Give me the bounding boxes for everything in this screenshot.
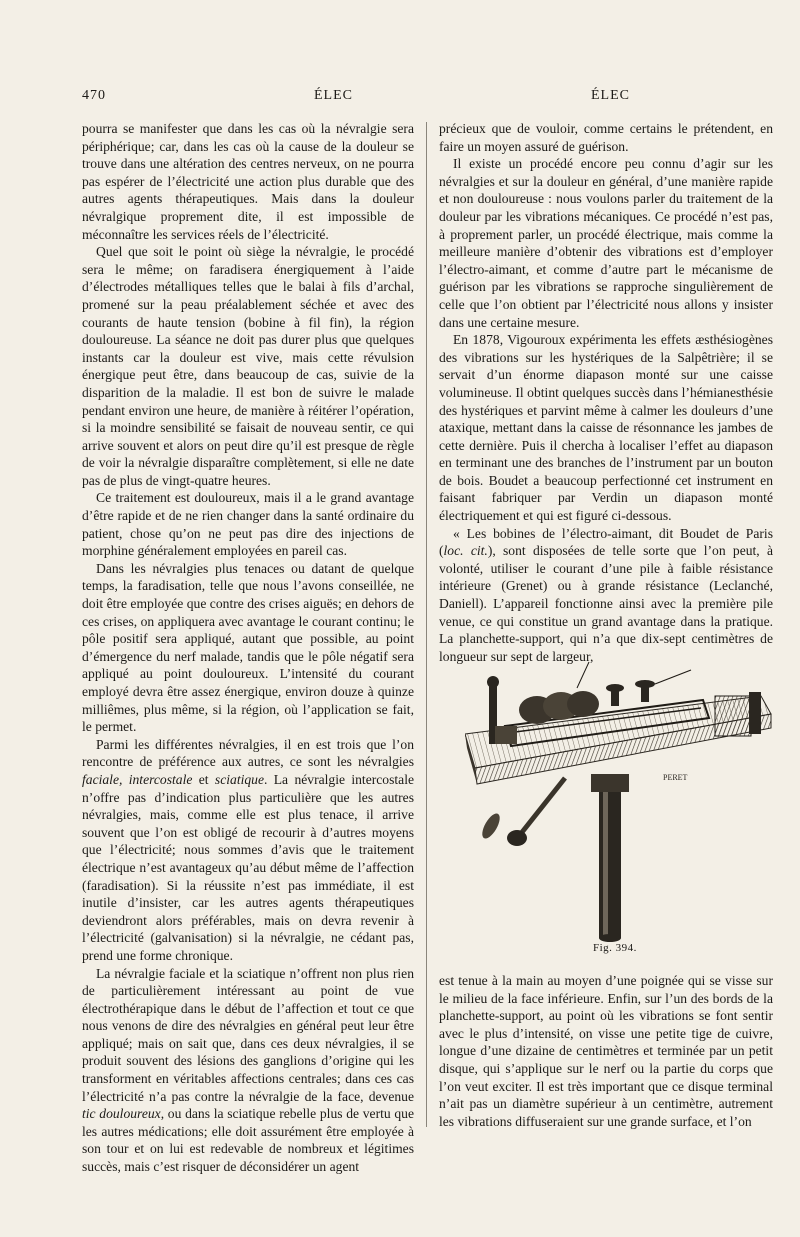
figure-caption: Fig. 394. [593, 942, 637, 954]
text-run: « Les bobines de l’électro-aimant, dit Boudet de Paris ( [439, 525, 773, 559]
text-run: La névralgie faciale et la sciatique n’offrent non plus rien de particulièrement intéressant au point de vue électrothérapique dans le début de l’affection et tout ce que nous venons de dire des névralgies en général peut leur être appliqué; mais on sait que, dans ces deux névralgies, il se produit souvent des lésions des ganglions d’origine qui les transforment en véritables affections centrales; dans ces cas l’électricité n’a pas contre la névralgie de la face, devenue [82, 965, 414, 1104]
paragraph [82, 736, 414, 965]
paragraph [82, 965, 414, 1176]
running-header [82, 88, 722, 108]
figure-vibrating-instrument [465, 648, 777, 958]
text-run: . La névralgie intercostale n’offre pas d’indication plus particulière que les autres névralgies, mais, comme elle est plus tenace, il arrive souvent que l’on est obligé de recourir à d’autres moyens que l’électricité; nous sommes d’avis que le traitement électrique n’est avantageux qu’au début même de l’affection (faradisation). Si la réussite n’est pas immédiate, il est inutile d’insister, car les autres agents thérapeutiques deviendront alors préférables, mais on devra revenir à l’électricité (galvanisation) si la névralgie, ne cédant pas, prend une forme chronique. [82, 771, 415, 963]
handle [591, 774, 629, 942]
paragraph: Quel que soit le point où siège la névralgie, le procédé sera le même; on faradisera énergiquement à l’aide d’électrodes métalliques telles que le balai à fils d’archal, promené sur la peau préalablement séchée et avec des courants de haute tension (bobine à fil fin), la région douloureuse. La séance ne doit pas durer plus que quelques instants car la douleur est vive, mais cette révulsion énergique peut être, dans beaucoup de cas, suivie de la disparition de la maladie. Il est bon de suivre le malade pendant environ une heure, de manière à réitérer l’opération, si la moindre sensibilité se faisait de nouveau sentir, ce qui arrive souvent et alors on peut dire qu’il est presque de règle de voir la névralgie disparaître complètement, si elle ne date pas de plus de vingt-quatre heures. [82, 244, 414, 488]
column-divider [426, 122, 427, 1127]
electromagnet-coil [715, 692, 761, 736]
paragraph: En 1878, Vigouroux expérimenta les effets æsthésiogènes des vibrations sur les hystériques de la Salpêtrière; il se servait d’un énorme diapason monté sur une caisse volumineuse. Il obtint quelques succès dans l’hémianesthésie des hystériques et parvint même à calmer les douleurs d’une ataxique, mettant dans la caisse de résonnance les jambes de cette dernière. Puis il chercha à localiser l’effet au diapason en terminant une des branches de l’instrument par un bouton de bois. Boudet a beaucoup perfectionné cet instrument en faisant fabriquer par Verdin un diapason monté électriquement et qui est figuré ci-dessous. [439, 332, 773, 524]
paragraph [439, 525, 773, 666]
engraver-signature: PERET [663, 773, 688, 782]
page-number: 470 [82, 88, 106, 103]
paragraph: Dans les névralgies plus tenaces ou datant de quelque temps, la faradisation, telle que nous l’avons conseillée, ne doit être employée que contre des crises aiguës; en dehors de ces crises, on appliquera avec avantage le courant continu; le pôle positif sera appliqué, autant que possible, au point d’émergence du nerf malade, tandis que le pôle négatif sera appliqué au point douloureux. L’intensité du courant employé devra être assez énergique, environ douze à quinze milliêmes, plus même, si la région, où l’application se fait, le permet. [82, 560, 414, 735]
paragraph: est tenue à la main au moyen d’une poignée qui se visse sur le milieu de la face inférieure. Enfin, sur l’un des bords de la planchette-support, au point où les vibrations se font sentir avec le plus d’intensité, on visse une petite tige de cuivre, longue d’une dizaine de centimètres et terminée par un petit disque, qui s’applique sur le nerf ou la partie du corps que l’on veut exciter. Il est très important que ce disque terminal n’ait pas un diamètre supérieur à un centimètre, autrement les vibrations diffuseraient sur une grande surface, et l’on [439, 973, 773, 1129]
right-column [439, 120, 773, 665]
text-run: , ou dans la sciatique rebelle plus de vertu que les autres médications; elle doit assurément être employée à son tour et on lui est redevable de nombreux et légitimes succès, mais c’est risquer de déconsidérer un agent [82, 1106, 414, 1175]
text-run: Parmi les différentes névralgies, il en est trois que l’on rencontre de préférence aux autres, ce sont les névralgies [82, 736, 414, 770]
left-column [82, 120, 414, 1176]
text-run: ), sont disposées de telle sorte que l’on peut, à volonté, utiliser le courant d’une pile à faible résistance intérieure (Grenet) ou à grande résistance (Leclanché, Daniell). L’appareil fonctionne ainsi avec la première pile venue, ce qui constitue un grand avantage dans la pratique. La planchette-support, qui n’a que dix-sept centimètres de longueur sur sept de largeur, [439, 543, 774, 664]
text-run: et [192, 771, 215, 787]
paragraph: Ce traitement est douloureux, mais il a le grand avantage d’être rapide et de ne rien changer dans la santé ordinaire du patient, chose qu’on ne peut pas dire des injections de morphine généralement employées en pareil cas. [82, 490, 414, 559]
emphasis: loc. cit. [443, 543, 488, 559]
engraving-illustration [465, 648, 777, 948]
vibrating-rod [479, 778, 565, 846]
right-running-title: ÉLEC [591, 88, 630, 103]
paragraph: pourra se manifester que dans les cas où la névralgie sera périphérique; car, dans les cas où la cause de la douleur se trouve dans une altération des centres nerveux, on ne pourra pas espérer de l’électricité une action plus durable que des autres agents thérapeutiques. Mais dans la douleur névralgique proprement dite, il est impossible de méconnaître les services réels de l’électricité. [82, 121, 414, 242]
emphasis: tic douloureux [82, 1106, 161, 1122]
paragraph: précieux que de vouloir, comme certains le prétendent, en faire un moyen assuré de guérison. [439, 121, 773, 154]
right-column-continuation [439, 972, 773, 1130]
paragraph: Il existe un procédé encore peu connu d’agir sur les névralgies et sur la douleur en général, d’une manière rapide et non douloureuse : nous voulons parler du traitement de la douleur par les vibrations mécaniques. Ce procédé n’est pas, à proprement parler, un procédé électrique, mais comme la meilleure manière d’obtenir des vibrations est d’employer l’électro-aimant, et comme d’autre part le mécanisme de guérison par les vibrations se rapproche singulièrement de celle que l’on obtient par l’électricité nous allons y insister dans une certaine mesure. [439, 156, 773, 330]
emphasis: sciatique [214, 771, 265, 787]
left-running-title: ÉLEC [314, 88, 353, 103]
emphasis: faciale, intercostale [82, 771, 193, 787]
